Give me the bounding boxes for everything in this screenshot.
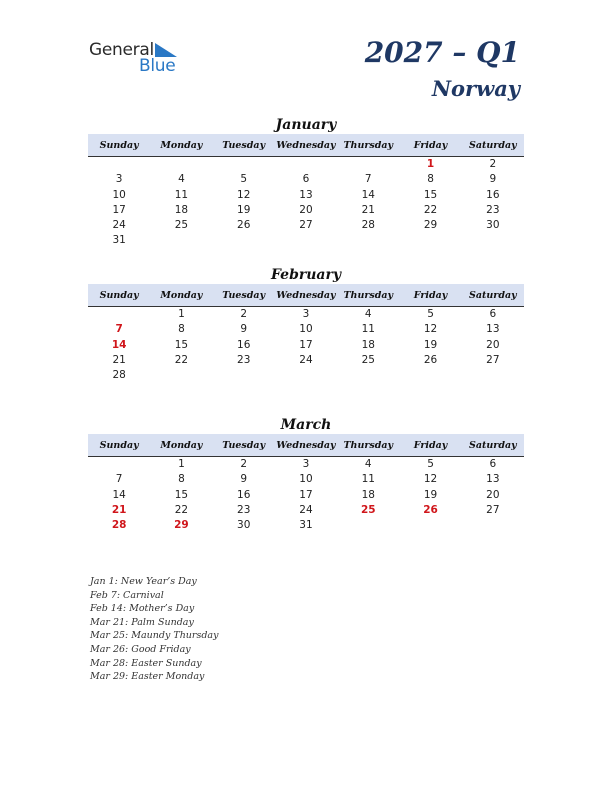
day-cell [275, 157, 337, 172]
weekday-label: Friday [413, 139, 448, 151]
day-cell: 3 [302, 458, 310, 470]
day-cell: 16 [237, 488, 251, 501]
week-row [88, 338, 524, 353]
month-name: January [275, 117, 337, 133]
week-row [88, 172, 524, 187]
day-cell: 17 [299, 488, 313, 501]
day-cell: 11 [361, 323, 375, 336]
day-cell: 23 [237, 503, 251, 516]
day-cell: 6 [302, 173, 310, 186]
day-cell: 19 [237, 203, 251, 216]
page-title: 2027 – Q1 [364, 36, 520, 69]
month-weeks [88, 307, 524, 383]
month-weeks [88, 457, 524, 533]
weekday-label: Saturday [469, 439, 517, 451]
day-cell: 27 [486, 353, 500, 366]
weekday-label: Monday [160, 139, 203, 151]
month-calendar-march [88, 416, 524, 533]
day-cell: 21 [112, 353, 126, 366]
weekday-label: Monday [160, 289, 203, 301]
day-cell [462, 518, 524, 533]
day-cell [337, 233, 399, 248]
month-calendar-january [88, 116, 524, 249]
day-cell: 15 [174, 338, 189, 351]
day-cell: 22 [174, 353, 189, 366]
week-row [88, 188, 524, 203]
weekday-label: Monday [160, 439, 203, 451]
day-cell: 31 [299, 519, 313, 532]
day-cell: 10 [299, 473, 313, 486]
holiday-note: Jan 1: New Year’s Day [90, 576, 197, 587]
day-cell [150, 157, 212, 172]
day-cell [399, 233, 461, 248]
weekday-label: Saturday [469, 289, 517, 301]
week-row [88, 518, 524, 533]
day-cell [88, 157, 150, 172]
day-cell: 2 [240, 458, 248, 470]
day-cell: 22 [423, 203, 438, 216]
day-cell: 25 [360, 503, 376, 516]
month-calendar-february [88, 266, 524, 383]
weekday-label: Thursday [343, 139, 394, 151]
day-cell: 16 [237, 338, 251, 351]
day-cell: 1 [178, 458, 185, 470]
day-cell: 7 [115, 323, 123, 336]
day-cell: 7 [115, 473, 123, 486]
day-cell: 26 [423, 503, 438, 516]
day-cell: 11 [361, 473, 375, 486]
holiday-note: Feb 7: Carnival [90, 589, 164, 601]
day-cell: 8 [427, 173, 434, 186]
day-cell: 8 [178, 473, 185, 486]
day-cell: 10 [112, 188, 126, 201]
day-cell: 4 [364, 458, 372, 470]
day-cell: 21 [361, 203, 375, 216]
day-cell [337, 518, 399, 533]
week-row [88, 368, 524, 383]
day-cell [462, 368, 524, 383]
day-cell [399, 368, 461, 383]
weekday-label: Thursday [343, 289, 394, 301]
day-cell: 27 [486, 503, 500, 516]
holiday-note: Mar 26: Good Friday [90, 643, 191, 655]
day-cell: 27 [299, 219, 313, 232]
week-row [88, 157, 524, 172]
weekday-label: Tuesday [222, 289, 266, 301]
day-cell: 8 [178, 323, 185, 336]
week-row [88, 488, 524, 503]
day-cell: 12 [423, 323, 438, 336]
day-cell [399, 518, 461, 533]
day-cell: 2 [240, 308, 248, 320]
day-cell [462, 233, 524, 248]
weekday-label: Tuesday [222, 439, 266, 451]
weekday-label: Wednesday [276, 439, 336, 451]
day-cell: 21 [111, 503, 127, 516]
day-cell: 19 [423, 488, 438, 501]
day-cell: 29 [174, 519, 189, 532]
day-cell: 9 [489, 173, 497, 186]
day-cell: 10 [299, 323, 313, 336]
day-cell [213, 368, 275, 383]
day-cell: 13 [299, 188, 313, 201]
day-cell: 24 [299, 353, 313, 366]
day-cell [275, 368, 337, 383]
brand-logo [89, 40, 189, 76]
weekday-header [88, 284, 524, 307]
day-cell: 20 [486, 488, 500, 501]
day-cell: 3 [115, 173, 123, 186]
weekday-label: Friday [413, 289, 448, 301]
day-cell: 31 [112, 234, 126, 247]
week-row [88, 322, 524, 337]
day-cell: 29 [423, 219, 438, 232]
day-cell: 7 [364, 173, 372, 186]
holiday-note: Mar 29: Easter Monday [90, 671, 205, 683]
day-cell: 15 [423, 188, 438, 201]
week-row [88, 218, 524, 233]
day-cell [213, 233, 275, 248]
day-cell: 14 [112, 488, 126, 501]
day-cell: 9 [240, 323, 248, 336]
month-weeks [88, 157, 524, 249]
day-cell: 3 [302, 308, 310, 320]
month-name: February [270, 267, 341, 283]
day-cell: 19 [423, 338, 438, 351]
week-row [88, 503, 524, 518]
day-cell: 18 [174, 203, 189, 216]
day-cell: 23 [237, 353, 251, 366]
day-cell: 28 [112, 369, 126, 382]
weekday-header [88, 134, 524, 157]
day-cell: 16 [486, 188, 500, 201]
week-row [88, 457, 524, 472]
day-cell: 11 [174, 188, 189, 201]
day-cell: 6 [489, 308, 497, 320]
day-cell: 17 [299, 338, 313, 351]
weekday-label: Friday [413, 439, 448, 451]
week-row [88, 203, 524, 218]
day-cell: 28 [361, 219, 375, 232]
day-cell [213, 157, 275, 172]
day-cell [337, 157, 399, 172]
day-cell: 28 [111, 519, 127, 532]
weekday-label: Sunday [99, 439, 139, 451]
day-cell: 5 [427, 458, 434, 470]
week-row [88, 233, 524, 248]
day-cell: 13 [486, 473, 500, 486]
day-cell [337, 368, 399, 383]
holiday-note: Mar 25: Maundy Thursday [90, 630, 219, 642]
day-cell: 26 [423, 353, 438, 366]
day-cell: 15 [174, 488, 189, 501]
day-cell [150, 233, 212, 248]
day-cell: 30 [486, 219, 500, 232]
weekday-header [88, 434, 524, 457]
day-cell: 24 [112, 219, 126, 232]
day-cell: 24 [299, 503, 313, 516]
day-cell [88, 307, 150, 322]
weekday-label: Sunday [99, 139, 139, 151]
holiday-notes [90, 575, 218, 684]
weekday-label: Sunday [99, 289, 139, 301]
day-cell: 5 [240, 173, 248, 186]
logo-text-general: General [89, 40, 154, 60]
day-cell: 4 [178, 173, 185, 186]
logo-text-blue: Blue [139, 56, 176, 76]
country-name: Norway [431, 76, 520, 101]
day-cell [275, 233, 337, 248]
day-cell: 12 [237, 188, 251, 201]
month-name: March [280, 417, 332, 433]
day-cell: 30 [237, 519, 251, 532]
day-cell: 1 [178, 308, 185, 320]
weekday-label: Saturday [469, 139, 517, 151]
holiday-note: Mar 28: Easter Sunday [90, 657, 202, 669]
day-cell: 13 [486, 323, 500, 336]
weekday-label: Wednesday [276, 289, 336, 301]
day-cell: 17 [112, 203, 126, 216]
day-cell: 25 [361, 353, 375, 366]
day-cell: 12 [423, 473, 438, 486]
day-cell: 1 [426, 158, 435, 170]
weekday-label: Thursday [343, 439, 394, 451]
week-row [88, 307, 524, 322]
day-cell: 4 [364, 308, 372, 320]
day-cell: 6 [489, 458, 497, 470]
day-cell: 23 [486, 203, 500, 216]
weekday-label: Tuesday [222, 139, 266, 151]
day-cell: 22 [174, 503, 189, 516]
day-cell: 14 [111, 338, 127, 351]
day-cell: 26 [237, 219, 251, 232]
day-cell: 14 [361, 188, 375, 201]
day-cell: 9 [240, 473, 248, 486]
holiday-note: Feb 14: Mother’s Day [90, 603, 195, 615]
day-cell: 25 [174, 219, 189, 232]
day-cell [150, 368, 212, 383]
day-cell: 18 [361, 338, 375, 351]
logo-triangle-icon [155, 43, 177, 57]
day-cell: 2 [489, 158, 497, 170]
weekday-label: Wednesday [276, 139, 336, 151]
holiday-note: Mar 21: Palm Sunday [90, 616, 194, 628]
week-row [88, 472, 524, 487]
day-cell: 5 [427, 308, 434, 320]
day-cell: 20 [299, 203, 313, 216]
day-cell: 18 [361, 488, 375, 501]
day-cell [88, 457, 150, 472]
week-row [88, 353, 524, 368]
day-cell: 20 [486, 338, 500, 351]
